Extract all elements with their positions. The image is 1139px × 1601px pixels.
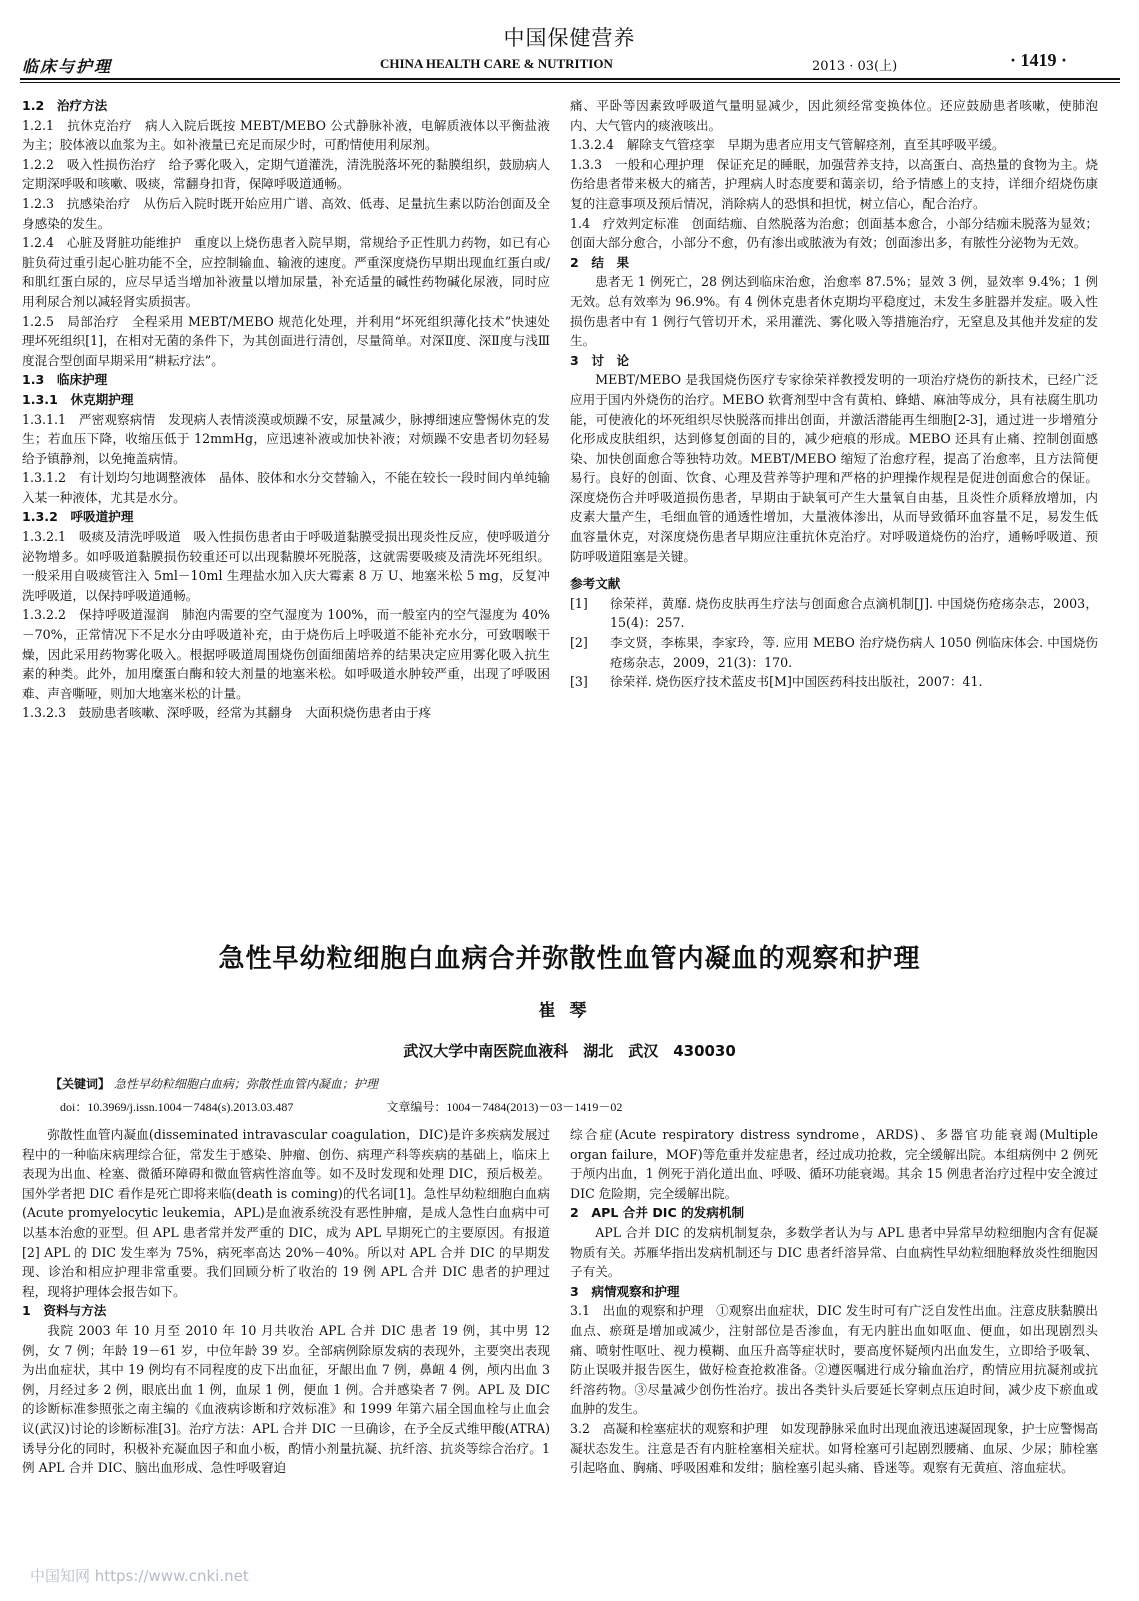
- column-2: [570, 96, 1098, 692]
- reference-text: 徐荣祥. 烧伤医疗技术蓝皮书[M]中国医药科技出版社，2007：41.: [610, 674, 983, 690]
- doi: doi：10.3969/j.issn.1004－7484(s).2013.03.487: [60, 1100, 294, 1114]
- paragraph: 患者无 1 例死亡，28 例达到临床治愈，治愈率 87.5%；显效 3 例，显效率 9.4%；1 例无效。总有效率为 96.9%。有 4 例休克患者休克期均平稳度过，未发生多脏器并发症。吸入性损伤患者中有 1 例行气管切开术，采用灌洗、雾化吸入等措施治疗，无窒息及其他并发症的发生。: [570, 274, 1098, 349]
- column-3: [22, 1125, 550, 1478]
- paragraph: 1.3.2.3 鼓励患者咳嗽、深呼吸，经常为其翻身 大面积烧伤患者由于疼: [22, 705, 432, 721]
- reference-item: [570, 672, 1098, 692]
- paragraph: 3.1 出血的观察和护理 ①观察出血症状，DIC 发生时可有广泛自发性出血。注意皮肤黏膜出血点、瘀斑是增加或减少，注射部位是否渗血，有无内脏出血如呕血、便血，如出现剧烈头痛、喷射性呕吐、视力模糊、血压升高等症状时，要高度怀疑颅内出血发生，立即给予吸氧、防止误吸并报告医生，做好检查抢救准备。②遵医嘱进行成分输血治疗，酌情应用抗凝剂或抗纤溶药物。③尽量减少创伤性治疗。拔出各类针头后要延长穿刺点压迫时间，减少皮下瘀血或血肿的发生。: [570, 1303, 1098, 1417]
- reference-number: [3]: [570, 674, 588, 690]
- paragraph: 1.3.1.2 有计划均匀地调整液体 晶体、胶体和水分交替输入，不能在较长一段时间内单纯输入某一种液体，尤其是水分。: [22, 470, 550, 505]
- paragraph: 痛、平卧等因素致呼吸道气量明显减少，因此须经常变换体位。还应鼓励患者咳嗽，使肺泡内、大气管内的痰液咳出。: [570, 98, 1098, 133]
- keywords-label: 【关键词】: [50, 1077, 111, 1091]
- article-author: 崔琴: [538, 1001, 601, 1021]
- section-heading: 2 结 果: [570, 254, 630, 270]
- header-rule: [20, 78, 1120, 80]
- paragraph: 1.2.4 心脏及肾脏功能维护 重度以上烧伤患者入院早期，常规给予正性肌力药物，如已有心脏负荷过重引起心脏功能不全，应控制输血、输液的速度。严重深度烧伤早期出现血红蛋白或/和肌红蛋白尿的，应尽早适当增加补液量以增加尿量，补充适量的碱性药物碱化尿液，同时应用利尿合剂以减轻肾实质损害。: [22, 235, 550, 309]
- section-heading: 3 病情观察和护理: [570, 1283, 680, 1299]
- reference-item: [570, 633, 1098, 672]
- paragraph: 1.2.2 吸入性损伤治疗 给予雾化吸入，定期气道灌洗，清洗脱落坏死的黏膜组织，鼓励病人定期深呼吸和咳嗽、吸痰，常翻身扣背，保障呼吸道通畅。: [22, 156, 550, 192]
- keywords: [50, 1075, 1100, 1092]
- reference-item: [570, 594, 1098, 633]
- column-1: [22, 96, 550, 723]
- reference-number: [1]: [570, 595, 588, 611]
- article-title: 急性早幼粒细胞白血病合并弥散性血管内凝血的观察和护理: [218, 944, 921, 974]
- header-rule-thin: [20, 82, 1120, 83]
- paragraph: 我院 2003 年 10 月至 2010 年 10 月共收治 APL 合并 DIC 患者 19 例，其中男 12 例，女 7 例；年龄 19－61 岁，中位年龄 39 岁。全部病例除原发病的表现外，主要突出表现为出血症状，其中 19 例均有不同程度的皮下出血征，牙龈出血 7 例，鼻衄 4 例，颅内出血 3 例，月经过多 2 例，眼底出血 1 例，血尿 1 例，便血 1 例。合并感染者 7 例。APL 及 DIC 的诊断标准参照张之南主编的《血液病诊断和疗效标准》和 1999 年第六届全国血栓与止血会议(武汉)讨论的诊断标准[3]。治疗方法：APL 合并 DIC 一旦确诊，在予全反式维甲酸(ATRA)诱导分化的同时，积极补充凝血因子和血小板，酌情小剂量抗凝、抗纤溶、抗炎等综合治疗。1 例 APL 合并 DIC、脑出血形成、急性呼吸窘迫: [22, 1322, 550, 1476]
- section-heading: 1 资料与方法: [22, 1303, 107, 1319]
- paragraph: 3.2 高凝和栓塞症状的观察和护理 如发现静脉采血时出现血液迅速凝固现象，护士应警惕高凝状态发生。注意是否有内脏栓塞相关症状。如肾栓塞可引起剧烈腰痛、血尿、少尿；肺栓塞引起咯血、胸痛、呼吸困难和发绀；脑栓塞引起头痛、昏迷等。观察有无黄疸、溶血症状。: [570, 1420, 1098, 1476]
- section-heading: 1.2 治疗方法: [22, 98, 108, 113]
- reference-text: 徐荣祥，黄靡. 烧伤皮肤再生疗法与创面愈合点滴机制[J]. 中国烧伤疮疡杂志，2003，15(4)：257.: [610, 595, 1098, 631]
- paragraph: 1.3.2.1 吸痰及清洗呼吸道 吸入性损伤患者由于呼吸道黏膜受损出现炎性反应，使呼吸道分泌物增多。如呼吸道黏膜损伤较重还可以出现黏膜坏死脱落，这就需要吸痰及清洗坏死组织。一般采用自吸痰管注入 5ml－10ml 生理盐水加入庆大霉素 8 万 U、地塞米松 5 mg，反复冲洗呼吸道，以保持呼吸道通畅。: [22, 529, 550, 603]
- keywords-value: 急性早幼粒细胞白血病；弥散性血管内凝血；护理: [113, 1077, 378, 1091]
- section-heading: 1.3.2 呼吸道护理: [22, 509, 134, 525]
- section-name: 临床与护理: [22, 57, 113, 76]
- section-heading: 1.3.1 休克期护理: [22, 391, 134, 407]
- section-heading: 2 APL 合并 DIC 的发病机制: [570, 1205, 745, 1221]
- paragraph: 1.4 疗效判定标准 创面结痂、自然脱落为治愈；创面基本愈合，小部分结痂未脱落为显效；创面大部分愈合，小部分不愈，仍有渗出或脓液为有效；创面渗出多，有脓性分泌物为无效。: [570, 215, 1098, 251]
- reference-number: [2]: [570, 635, 588, 651]
- references-title: 参考文献: [570, 576, 621, 592]
- journal-title-en: CHINA HEALTH CARE & NUTRITION: [380, 56, 613, 71]
- paragraph: 弥散性血管内凝血(disseminated intravascular coagulation，DIC)是许多疾病发展过程中的一种临床病理综合征，常发生于感染、肿瘤、创伤、病理产科等疾病的基础上，临床上表现为出血、栓塞、微循环障碍和微血管病性溶血等。如不及时发现和处理 DIC，预后极差。国外学者把 DIC 看作是死亡即将来临(death is coming)的代名词[1]。急性早幼粒细胞白血病(Acute promyelocytic leukemia，APL)是血液系统没有恶性肿瘤，是成人急性白血病中可以基本治愈的亚型。但 APL 患者常并发严重的 DIC，成为 APL 早期死亡的主要原因。有报道[2] APL 的 DIC 发生率为 75%，病死率高达 20%－40%。所以对 APL 合并 DIC 的早期发现、诊治和相应护理非常重要。我们回顾分析了收治的 19 例 APL 合并 DIC 患者的护理过程，现将护理体会报告如下。: [22, 1127, 550, 1299]
- paragraph: 1.3.2.4 解除支气管痉挛 早期为患者应用支气管解痉剂，直至其呼吸平缓。: [570, 137, 1005, 153]
- paragraph: MEBT/MEBO 是我国烧伤医疗专家徐荣祥教授发明的一项治疗烧伤的新技术，已经广泛应用于国内外烧伤的治疗。MEBO 软膏剂型中含有黄柏、蜂蜡、麻油等成分，具有祛腐生肌功能，可使液化的坏死组织尽快脱落而排出创面，并激活潜能再生细胞[2-3]，通过进一步增殖分化形成皮肤组织，达到修复创面的目的，减少疤痕的形成。MEBO 还具有止痛、控制创面感染、加快创面愈合等独特功效。MEBT/MEBO 缩短了治愈疗程，提高了治愈率，且方法简便易行。良好的创面、饮食、心理及营养等护理和严格的护理操作规程是促进创面愈合的保证。深度烧伤合并呼吸道损伤患者，早期由于缺氧可产生大量氧自由基，且炎性介质释放增加，内皮素大量产生，毛细血管的通透性增加，大量液体渗出，从而导致循环血容量不足，易发生低血容量休克，对深度烧伤患者早期应注重抗休克治疗。对呼吸道烧伤的治疗，通畅呼吸道、预防呼吸道阻塞是关键。: [570, 372, 1098, 564]
- article-affiliation: 武汉大学中南医院血液科 湖北 武汉 430030: [403, 1042, 736, 1060]
- section-heading: 3 讨 论: [570, 352, 630, 368]
- paragraph: 1.2.5 局部治疗 全程采用 MEBT/MEBO 规范化处理，并利用“坏死组织薄化技术”快速处理坏死组织[1]，在相对无菌的条件下，为其创面进行清创，尽量简单。对深Ⅱ度、深Ⅱ度与浅Ⅲ度混合型创面早期采用“耕耘疗法”。: [22, 313, 550, 368]
- paragraph: 1.3.2.2 保持呼吸道湿润 肺泡内需要的空气湿度为 100%，而一般室内的空气湿度为 40% －70%，正常情况下不足水分由呼吸道补充，由于烧伤后上呼吸道不能补充水分，可致咽喉干燥，因此采用药物雾化吸入。根据呼吸道周围烧伤创面细菌培养的结果决定应用雾化吸入抗生素的种类。此外，加用糜蛋白酶和较大剂量的地塞米松。如呼吸道水肿较严重，出现了呼吸困难、声音嘶哑，则加大地塞米松的计量。: [22, 607, 550, 701]
- paragraph: 1.2.3 抗感染治疗 从伤后入院时既开始应用广谱、高效、低毒、足量抗生素以防治创面及全身感染的发生。: [22, 195, 550, 231]
- section-heading: 1.3 临床护理: [22, 372, 108, 388]
- page-number: · 1419 ·: [1010, 50, 1068, 70]
- article-number: 文章编号：1004－7484(2013)－03－1419－02: [386, 1100, 623, 1114]
- reference-text: 李文贤，李栋果，李家玲，等. 应用 MEBO 治疗烧伤病人 1050 例临床体会. 中国烧伤疮疡杂志，2009，21(3)：170.: [610, 635, 1098, 670]
- column-2-body: [570, 96, 1098, 566]
- paragraph: 1.2.1 抗休克治疗 病人入院后既按 MEBT/MEBO 公式静脉补液，电解质液体以平衡盐液为主；胶体液以血浆为主。如补液量已充足而尿少时，可酌情使用利尿剂。: [22, 117, 550, 153]
- issue-date: 2013 · 03(上): [812, 59, 898, 74]
- column-4: [570, 1125, 1098, 1478]
- references-list: [570, 594, 1098, 692]
- journal-title-cn: 中国保健营养: [503, 26, 636, 50]
- watermark: 中国知网 https://www.cnki.net: [30, 1567, 249, 1585]
- paragraph: 1.3.3 一般和心理护理 保证充足的睡眠，加强营养支持，以高蛋白、高热量的食物为主。烧伤给患者带来极大的痛苦，护理病人时态度要和蔼亲切，给予情感上的支持，详细介绍烧伤康复的注意事项及预后情况，消除病人的恐惧和担忧，树立信心，配合治疗。: [570, 156, 1098, 211]
- article-meta: [60, 1098, 1110, 1115]
- paragraph: 1.3.1.1 严密观察病情 发现病人表情淡漠或烦躁不安，尿量减少，脉搏细速应警惕休克的发生；若血压下降，收缩压低于 12mmHg，应迅速补液或加快补液；对烦躁不安患者切勿轻易给予镇静剂，以免掩盖病情。: [22, 411, 550, 466]
- paragraph: APL 合并 DIC 的发病机制复杂，多数学者认为与 APL 患者中异常早幼粒细胞内含有促凝物质有关。苏雁华指出发病机制还与 DIC 患者纤溶异常、白血病性早幼粒细胞释放炎性细胞因子有关。: [570, 1224, 1098, 1280]
- paragraph: 综合症(Acute respiratory distress syndrome，ARDS)、多器官功能衰竭(Multiple organ failure，MOF)等危重并发症患者，经过成功抢救，完全缓解出院。本组病例中 2 例死于颅内出血，1 例死于消化道出血、呼吸、循环功能衰竭。其余 15 例患者治疗过程中安全渡过 DIC 危险期，完全缓解出院。: [570, 1127, 1098, 1201]
